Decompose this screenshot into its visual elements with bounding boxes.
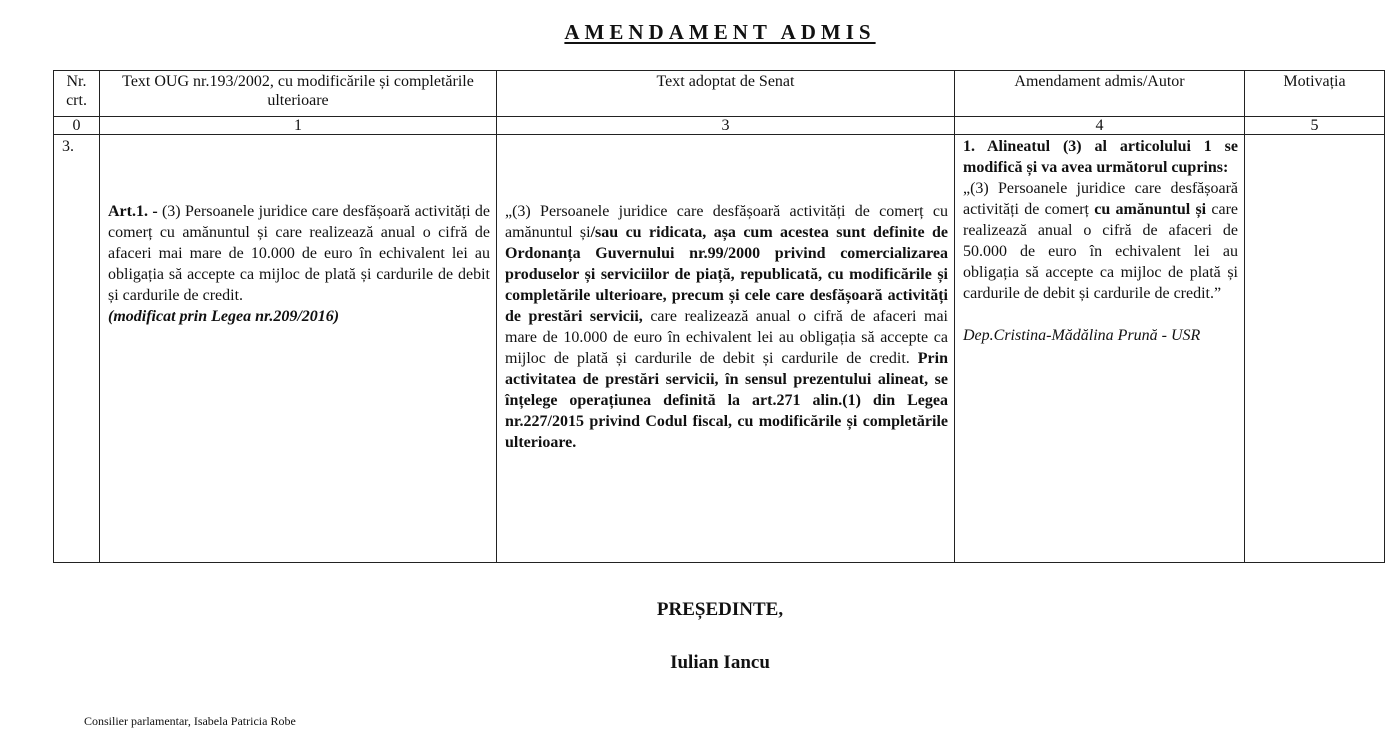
row-number: 3. [54,135,100,563]
amendment-text-part: care realizează anual o cifră de afaceri de 50.000 de euro în echivalent lei au obligația să accepte ca mijloc de plată și cardurile de debit și cardurile de credit.” [963,201,1239,302]
header-text-senat: Text adoptat de Senat [497,71,955,117]
footer-note: Consilier parlamentar, Isabela Patricia Robe [84,714,296,728]
amendment-author: Dep.Cristina-Mădălina Prună - USR [963,327,1201,344]
amendment-table [53,70,1385,563]
amendment-text-part: „(3) Persoanele juridice care desfășoară activități de comerț [963,180,1238,218]
senat-text-bold: /sau cu ridicata, așa cum acestea sunt definite de Ordonanța Guvernului nr.99/2000 privind comercializarea produselor și serviciilor de piață, republicată, cu modificările și completările ulterioare, precum și cele care desfășoară activități de prestări servicii, [505,224,948,325]
column-number: 0 [54,117,100,135]
senat-text-part: care realizează anual o cifră de afaceri mai mare de 10.000 de euro în echivalent lei au obligația să accepte ca mijloc de plată și cardurile de debit și cardurile de credit. [505,308,949,367]
senat-text-bold: Prin activitatea de prestări servicii, în sensul prezentului alineat, se înțelege operațiunea definită la art.271 alin.(1) din Legea nr.227/2015 privind Codul fiscal, cu modificările și completările ulterioare. [505,350,948,451]
header-amendament: Amendament admis/Autor [955,71,1245,117]
article-label: Art.1. - [108,203,158,220]
column-number: 3 [497,117,955,135]
column-number: 5 [1245,117,1385,135]
column-number: 1 [100,117,497,135]
column-number: 4 [955,117,1245,135]
cell-amendment [955,135,1245,563]
modification-note: (modificat prin Legea nr.209/2016) [108,308,340,325]
cell-senat-text [497,135,955,563]
amendment-text-bold: cu amănuntul și [1094,201,1207,218]
oug-text: (3) Persoanele juridice care desfășoară activități de comerț cu amănuntul și care realizează anual o cifră de afaceri mai mare de 10.000 de euro în echivalent lei au obligația să accepte ca mijloc de plată și cardurile de debit și cardurile de credit. [108,203,490,304]
header-text-oug: Text OUG nr.193/2002, cu modificările și completările ulterioare [100,71,497,117]
cell-oug-text [100,135,497,563]
cell-motivatia [1245,135,1385,563]
president-label: PREȘEDINTE, [656,599,784,620]
table-row [54,135,1385,563]
header-motivatia: Motivația [1245,71,1385,117]
senat-text-part: „(3) Persoanele juridice care desfășoară activități de comerț cu amănuntul și [505,203,948,241]
president-name: Iulian Iancu [670,652,770,673]
amendment-intro: 1. Alineatul (3) al articolului 1 se modifică și va avea următorul cuprins: [963,138,1238,176]
table-header-row [54,71,1385,117]
header-nr-crt: Nr. crt. [54,71,100,117]
document-title: AMENDAMENT ADMIS [564,20,876,44]
amendment-text [963,178,1238,304]
column-number-row [54,117,1385,135]
